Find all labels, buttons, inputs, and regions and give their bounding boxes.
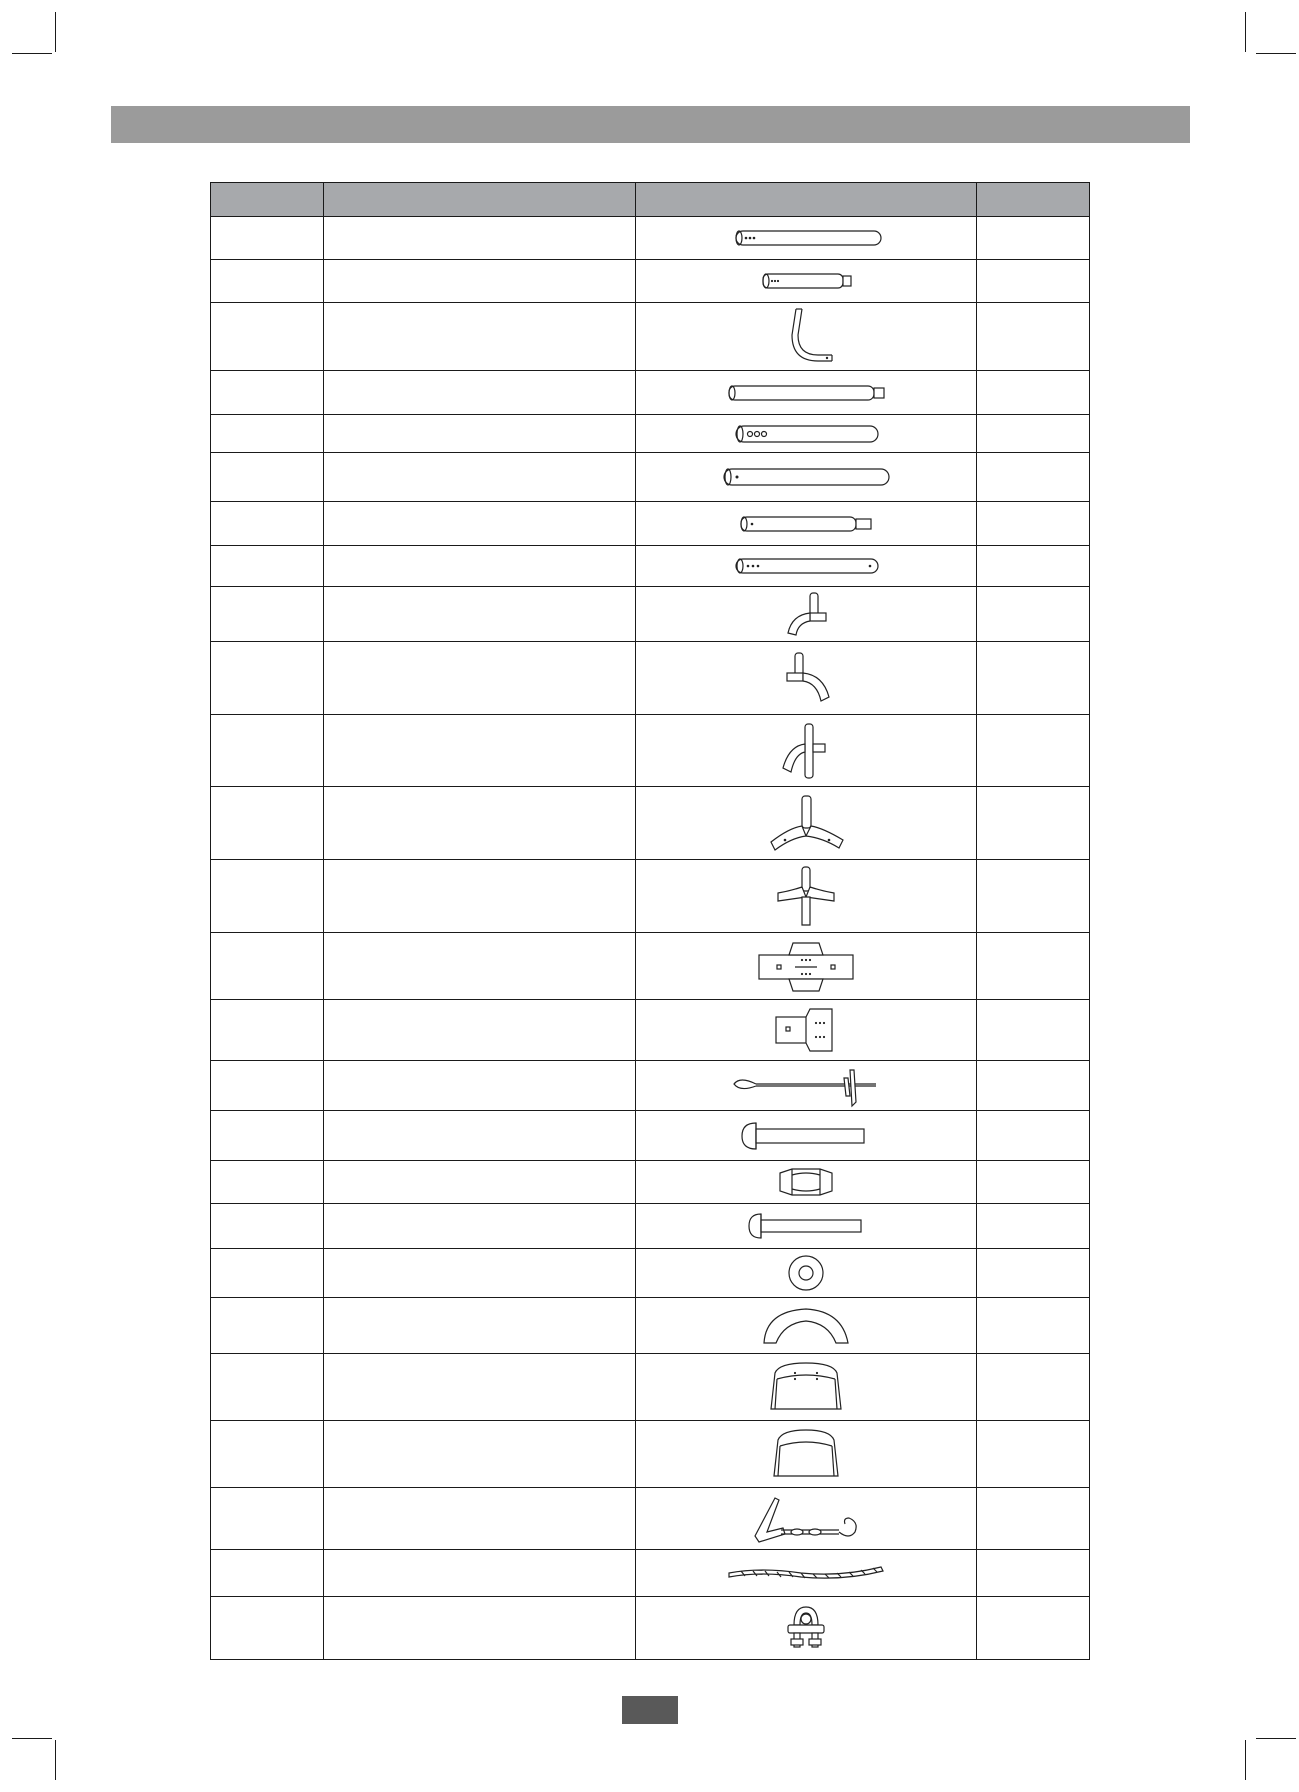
crop-mark: [1245, 12, 1246, 52]
description-cell: [324, 502, 636, 546]
crop-mark: [1245, 1740, 1246, 1780]
part-no-cell: [211, 587, 324, 642]
qty-cell: [976, 1000, 1089, 1061]
corner-connector-left-icon: [776, 589, 836, 639]
table-row: [211, 502, 1090, 546]
table-row: [211, 217, 1090, 260]
header-band: [111, 106, 1190, 143]
short-tube-swaged-icon: [751, 270, 861, 292]
description-cell: [324, 217, 636, 260]
hex-nut-icon: [766, 1165, 846, 1199]
description-cell: [324, 860, 636, 933]
qty-cell: [976, 1550, 1089, 1597]
long-tube-swaged-icon: [721, 382, 891, 404]
qty-cell: [976, 217, 1089, 260]
qty-cell: [976, 1249, 1089, 1298]
description-cell: [324, 715, 636, 787]
qty-cell: [976, 715, 1089, 787]
description-cell: [324, 303, 636, 371]
column-header-description: [324, 183, 636, 217]
page-number-box: [622, 1696, 678, 1724]
part-no-cell: [211, 715, 324, 787]
part-no-cell: [211, 642, 324, 715]
long-bolt-icon: [736, 1119, 876, 1153]
part-no-cell: [211, 1488, 324, 1550]
single-bracket-plate-icon: [766, 1005, 846, 1055]
ratchet-tensioner-icon: [741, 1492, 871, 1546]
qty-cell: [976, 1421, 1089, 1488]
table-row: [211, 371, 1090, 415]
part-no-cell: [211, 1061, 324, 1111]
part-no-cell: [211, 260, 324, 303]
column-header-part-no: [211, 183, 324, 217]
ground-stake-icon: [726, 1064, 886, 1108]
part-no-cell: [211, 1161, 324, 1204]
corner-connector-right-icon: [771, 649, 841, 707]
part-no-cell: [211, 217, 324, 260]
part-no-cell: [211, 1550, 324, 1597]
part-no-cell: [211, 303, 324, 371]
end-cap-holes-icon: [761, 1359, 851, 1415]
qty-cell: [976, 1597, 1089, 1660]
crop-mark: [1256, 1738, 1296, 1739]
rope-icon: [721, 1561, 891, 1585]
description-cell: [324, 1298, 636, 1354]
tube-swaged-end-icon: [731, 513, 881, 535]
qty-cell: [976, 453, 1089, 502]
description-cell: [324, 587, 636, 642]
part-no-cell: [211, 1249, 324, 1298]
description-cell: [324, 1111, 636, 1161]
description-cell: [324, 1354, 636, 1421]
qty-cell: [976, 860, 1089, 933]
description-cell: [324, 415, 636, 453]
crop-mark: [55, 12, 56, 52]
table-row: [211, 1061, 1090, 1111]
table-row: [211, 546, 1090, 587]
description-cell: [324, 546, 636, 587]
tube-holes-both-ends-icon: [726, 556, 886, 576]
description-cell: [324, 1488, 636, 1550]
end-cap-icon: [766, 1426, 846, 1482]
medium-bolt-icon: [741, 1210, 871, 1242]
description-cell: [324, 260, 636, 303]
long-tube-single-hole-icon: [716, 466, 896, 488]
qty-cell: [976, 1488, 1089, 1550]
qty-cell: [976, 1354, 1089, 1421]
part-no-cell: [211, 1354, 324, 1421]
qty-cell: [976, 787, 1089, 860]
part-no-cell: [211, 453, 324, 502]
description-cell: [324, 1249, 636, 1298]
qty-cell: [976, 1161, 1089, 1204]
crop-mark: [55, 1740, 56, 1780]
qty-cell: [976, 546, 1089, 587]
parts-table: [210, 182, 1090, 1660]
three-way-connector-icon: [761, 790, 851, 856]
column-header-qty: [976, 183, 1089, 217]
description-cell: [324, 371, 636, 415]
curved-cover-icon: [756, 1303, 856, 1349]
part-no-cell: [211, 787, 324, 860]
table-row: [211, 1000, 1090, 1061]
table-row: [211, 1111, 1090, 1161]
table-row: [211, 415, 1090, 453]
description-cell: [324, 1000, 636, 1061]
qty-cell: [976, 642, 1089, 715]
table-row: [211, 1488, 1090, 1550]
table-row: [211, 587, 1090, 642]
description-cell: [324, 1597, 636, 1660]
qty-cell: [976, 415, 1089, 453]
part-no-cell: [211, 1111, 324, 1161]
description-cell: [324, 453, 636, 502]
part-no-cell: [211, 933, 324, 1000]
washer-icon: [783, 1253, 829, 1293]
qty-cell: [976, 502, 1089, 546]
table-row: [211, 1161, 1090, 1204]
qty-cell: [976, 371, 1089, 415]
table-row: [211, 1249, 1090, 1298]
part-no-cell: [211, 1597, 324, 1660]
qty-cell: [976, 1061, 1089, 1111]
crop-mark: [12, 1738, 52, 1739]
table-row: [211, 453, 1090, 502]
bent-leg-tube-icon: [766, 305, 846, 369]
long-tube-three-hole-icon: [726, 226, 886, 250]
column-header-drawing: [636, 183, 976, 217]
qty-cell: [976, 587, 1089, 642]
description-cell: [324, 933, 636, 1000]
table-row: [211, 1421, 1090, 1488]
part-no-cell: [211, 502, 324, 546]
table-row: [211, 1597, 1090, 1660]
description-cell: [324, 1061, 636, 1111]
description-cell: [324, 642, 636, 715]
table-row: [211, 1550, 1090, 1597]
table-row: [211, 1204, 1090, 1249]
qty-cell: [976, 1111, 1089, 1161]
part-no-cell: [211, 1298, 324, 1354]
description-cell: [324, 1204, 636, 1249]
table-header-row: [211, 183, 1090, 217]
tube-three-large-holes-icon: [726, 423, 886, 445]
part-no-cell: [211, 371, 324, 415]
table-row: [211, 642, 1090, 715]
qty-cell: [976, 1204, 1089, 1249]
wire-rope-clip-icon: [776, 1601, 836, 1655]
table-row: [211, 860, 1090, 933]
part-no-cell: [211, 415, 324, 453]
part-no-cell: [211, 860, 324, 933]
table-row: [211, 715, 1090, 787]
cross-connector-icon: [771, 720, 841, 782]
table-row: [211, 787, 1090, 860]
crop-mark: [12, 53, 52, 54]
four-way-connector-icon: [766, 863, 846, 929]
table-row: [211, 1298, 1090, 1354]
qty-cell: [976, 1298, 1089, 1354]
part-no-cell: [211, 1000, 324, 1061]
part-no-cell: [211, 546, 324, 587]
description-cell: [324, 787, 636, 860]
table-row: [211, 303, 1090, 371]
qty-cell: [976, 303, 1089, 371]
part-no-cell: [211, 1204, 324, 1249]
qty-cell: [976, 260, 1089, 303]
table-row: [211, 260, 1090, 303]
table-row: [211, 933, 1090, 1000]
part-no-cell: [211, 1421, 324, 1488]
crop-mark: [1256, 53, 1296, 54]
table-row: [211, 1354, 1090, 1421]
qty-cell: [976, 933, 1089, 1000]
description-cell: [324, 1161, 636, 1204]
double-bracket-plate-icon: [751, 937, 861, 995]
description-cell: [324, 1550, 636, 1597]
description-cell: [324, 1421, 636, 1488]
